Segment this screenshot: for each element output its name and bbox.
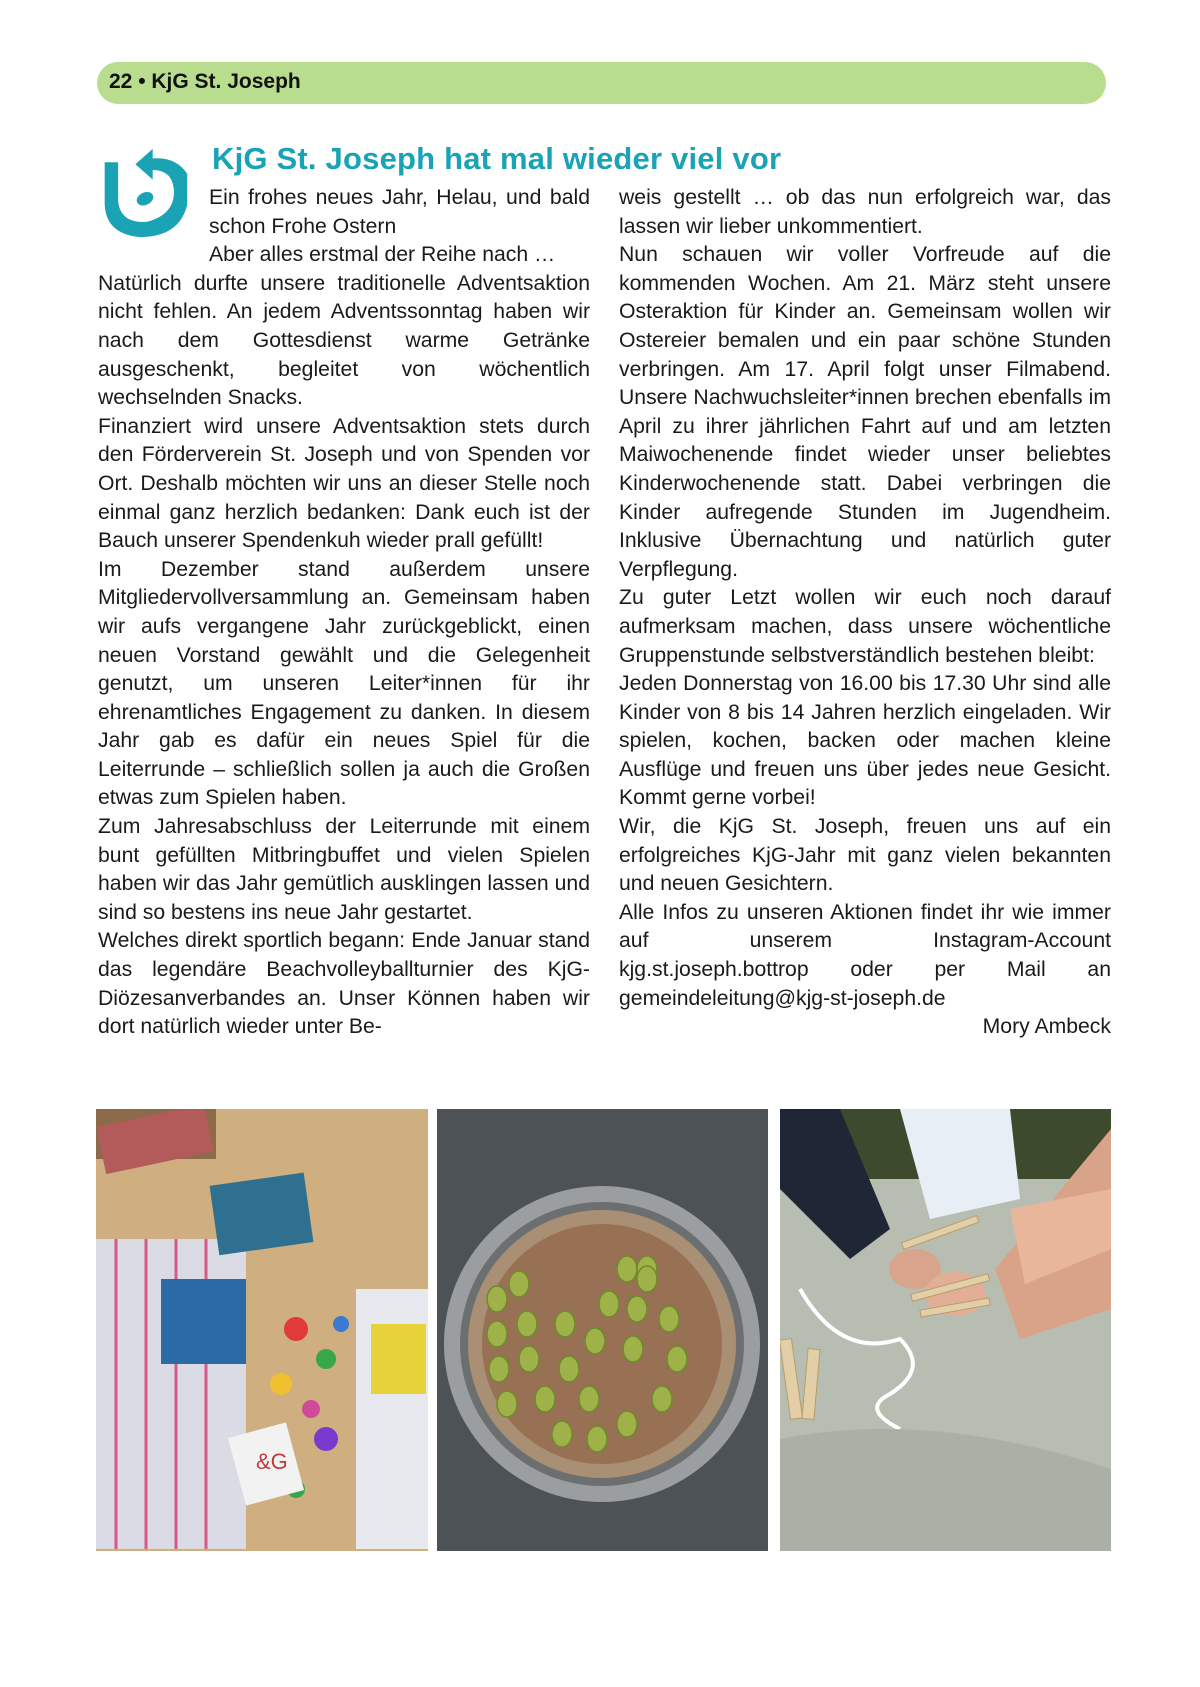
paragraph: Alle Infos zu unseren Aktionen findet ihr wie immer auf unserem Instagram-Account kjg.st.joseph.bottrop oder per Mail an gemeindeleitung@kjg-st-joseph.de xyxy=(619,900,1111,1010)
article-column-left xyxy=(98,184,590,1042)
photo-board-game-table xyxy=(96,1109,428,1551)
paragraph: Finanziert wird unsere Adventsaktion stets durch den Förderverein St. Joseph und von Spenden vor Ort. Deshalb möchten wir uns an dieser Stelle noch einmal ganz herzlich bedanken: Dank euch ist der Bauch unserer Spendenkuh wieder prall gefüllt! xyxy=(98,414,590,553)
svg-text:&G: &G xyxy=(256,1449,288,1474)
paragraph: Nun schauen wir voller Vorfreude auf die kommenden Wochen. Am 21. März steht unsere Osteraktion für Kinder an. Gemeinsam wollen wir Ostereier bemalen und ein paar schöne Stunden verbringen. Am 17. April folgt unser Filmabend. Unsere Nachwuchsleiter*innen brechen ebenfalls im April zu ihrer jährlichen Fahrt auf und am letzten Maiwochenende findet wieder unser beliebtes Kinderwochenende statt. Dabei verbringen die Kinder aufregende Stunden im Jugendheim. Inklusive Übernachtung und natürlich guter Verpflegung. xyxy=(619,243,1111,581)
paragraph: Natürlich durfte unsere traditionelle Adventsaktion nicht fehlen. An jedem Adventssonntag haben wir nach dem Gottesdienst warme Getränke ausgeschenkt, begleitet von wöchentlich wechselnden Snacks. xyxy=(98,271,590,410)
paragraph: weis gestellt … ob das nun erfolgreich war, das lassen wir lieber unkommentiert. xyxy=(619,186,1111,238)
paragraph: Zum Jahresabschluss der Leiterrunde mit einem bunt gefüllten Mitbringbuffet und vielen Spielen haben wir das Jahr gemütlich ausklingen lassen und sind so bestens ins neue Jahr gestartet. xyxy=(98,815,590,924)
paragraph: Ein frohes neues Jahr, Helau, und bald schon Frohe Ostern xyxy=(209,186,590,238)
paragraph: Wir, die KjG St. Joseph, freuen uns auf ein erfolgreiches KjG-Jahr mit ganz vielen bekannten und neuen Gesichtern. xyxy=(619,815,1111,896)
paragraph: Aber alles erstmal der Reihe nach … xyxy=(209,243,556,267)
photo-grape-cake xyxy=(437,1109,768,1551)
article-column-right xyxy=(619,184,1111,1042)
page-header-text: 22 • KjG St. Joseph xyxy=(109,70,301,93)
paragraph: Im Dezember stand außerdem unsere Mitgliedervollversammlung an. Gemeinsam haben wir aufs vergangene Jahr zurückgeblickt, einen neuen Vorstand gewählt und die Gelegenheit genutzt, um unseren Leiter*innen für ihr ehrenamtliches Engagement zu danken. In diesem Jahr gab es dafür ein neues Spiel für die Leiterrunde – schließlich sollen ja auch die Großen etwas zum Spielen haben. xyxy=(98,557,590,810)
page-header-bar xyxy=(97,62,1106,104)
paragraph: Jeden Donnerstag von 16.00 bis 17.30 Uhr sind alle Kinder von 8 bis 14 Jahren herzlich eingeladen. Wir spielen, kochen, backen oder machen kleine Ausflüge und freuen uns über jedes neue Gesicht. Kommt gerne vorbei! xyxy=(619,672,1111,810)
author-signature: Mory Ambeck xyxy=(982,1015,1111,1039)
photo-craft-sticks xyxy=(780,1109,1111,1551)
article-title: KjG St. Joseph hat mal wieder viel vor xyxy=(212,141,782,176)
paragraph: Welches direkt sportlich begann: Ende Januar stand das legendäre Beachvolleyballturnier des KjG-Diözesanverbandes an. Unser Können haben wir dort natürlich wieder unter Be- xyxy=(98,929,590,1039)
paragraph: Zu guter Letzt wollen wir euch noch darauf aufmerksam machen, dass unsere wöchentliche Gruppenstunde selbstverständlich bestehen bleibt: xyxy=(619,586,1111,667)
